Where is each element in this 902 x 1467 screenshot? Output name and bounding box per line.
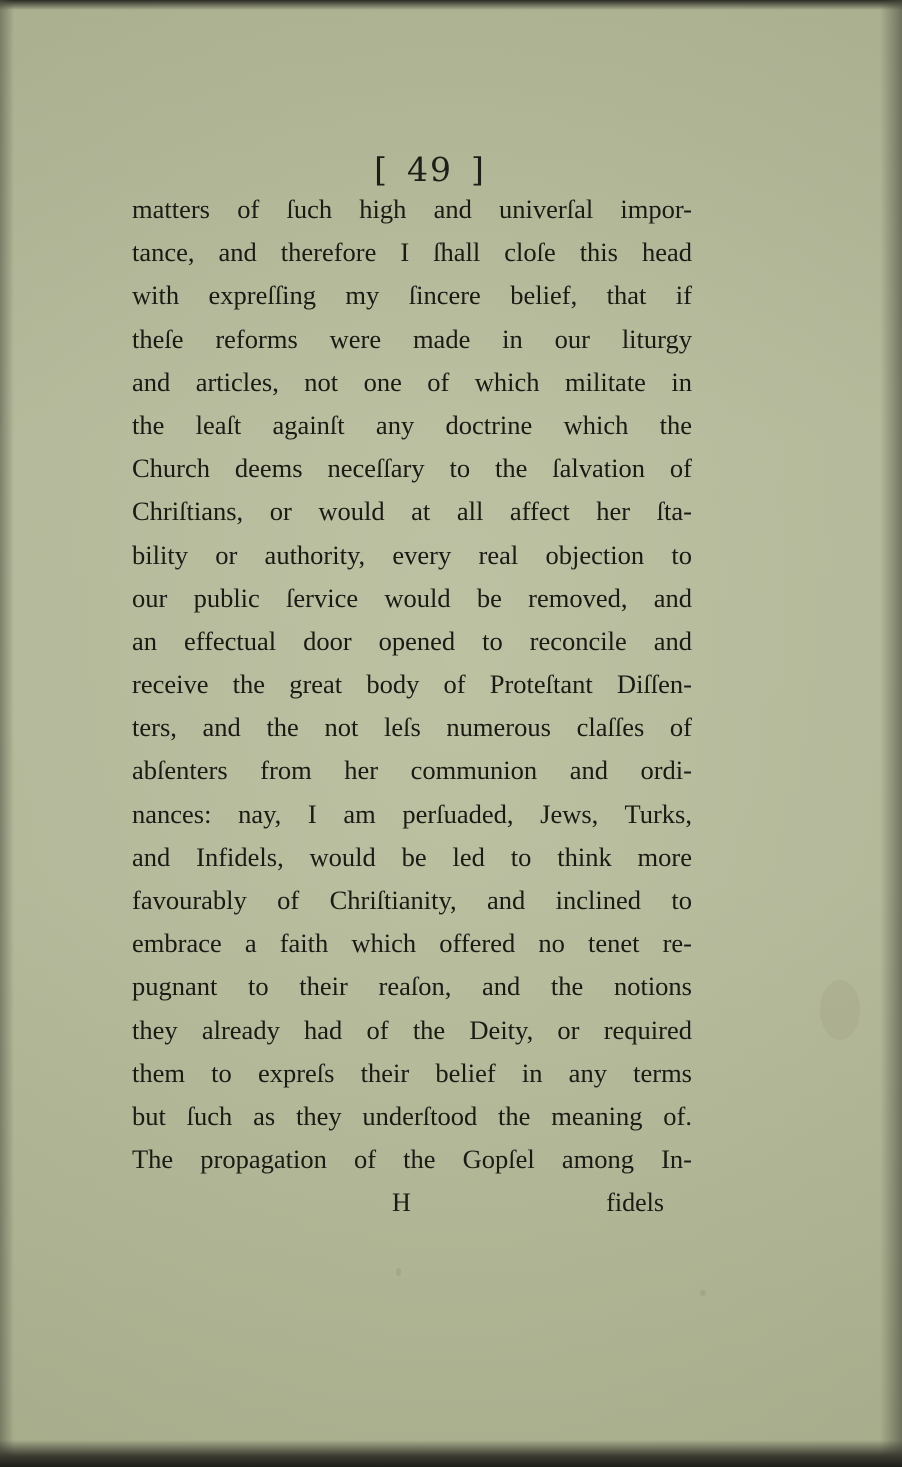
paper-stain	[820, 980, 860, 1040]
text-line: ters, and the not leſs numerous claſſes of	[132, 712, 692, 743]
page-edge-top	[0, 0, 902, 10]
page-number: 49	[407, 150, 453, 189]
page-edge-right	[880, 0, 902, 1467]
text-line: nances: nay, I am perſuaded, Jews, Turks,	[132, 798, 692, 829]
text-line: favourably of Chriſtianity, and inclined to	[132, 885, 692, 915]
page-header	[300, 150, 560, 189]
text-line: tance, and therefore I ſhall cloſe this head	[132, 237, 692, 268]
page-footer	[132, 1180, 664, 1220]
text-line: the leaſt againſt any doctrine which the	[132, 409, 692, 440]
text-line: and articles, not one of which militate in	[132, 366, 692, 397]
text-line: an effectual door opened to reconcile and	[132, 625, 692, 656]
text-line: and Infidels, would be led to think more	[132, 841, 692, 872]
text-line: pugnant to their reaſon, and the notions	[132, 971, 692, 1002]
page-edge-left	[0, 0, 14, 1467]
text-line: with expreſſing my ſincere belief, that if	[132, 280, 692, 311]
text-line: abſenters from her communion and ordi-	[132, 755, 692, 786]
text-line: embrace a faith which offered no tenet re-	[132, 928, 692, 959]
text-line: theſe reforms were made in our liturgy	[132, 323, 692, 354]
signature-mark: H	[392, 1188, 411, 1217]
text-line: our public ſervice would be removed, and	[132, 582, 692, 613]
text-line: but ſuch as they underſtood the meaning of.	[132, 1100, 692, 1131]
paper-stain	[700, 1290, 706, 1296]
page-edge-bottom	[0, 1440, 902, 1467]
text-line: receive the great body of Proteſtant Diſſen-	[132, 669, 692, 700]
text-line: The propagation of the Gopſel among In-	[132, 1144, 692, 1175]
body-text	[132, 188, 692, 1181]
text-line: bility or authority, every real objection to	[132, 539, 692, 570]
header-bracket-close: ]	[471, 150, 486, 189]
text-line: they already had of the Deity, or required	[132, 1014, 692, 1045]
text-line: them to expreſs their belief in any terms	[132, 1057, 692, 1088]
catchword: fidels	[606, 1188, 664, 1217]
paper-stain	[396, 1268, 401, 1276]
text-line: Chriſtians, or would at all affect her ſta-	[132, 496, 692, 527]
text-line: matters of ſuch high and univerſal impor-	[132, 194, 692, 224]
header-bracket-open: [	[374, 150, 389, 189]
text-line: Church deems neceſſary to the ſalvation of	[132, 453, 692, 484]
